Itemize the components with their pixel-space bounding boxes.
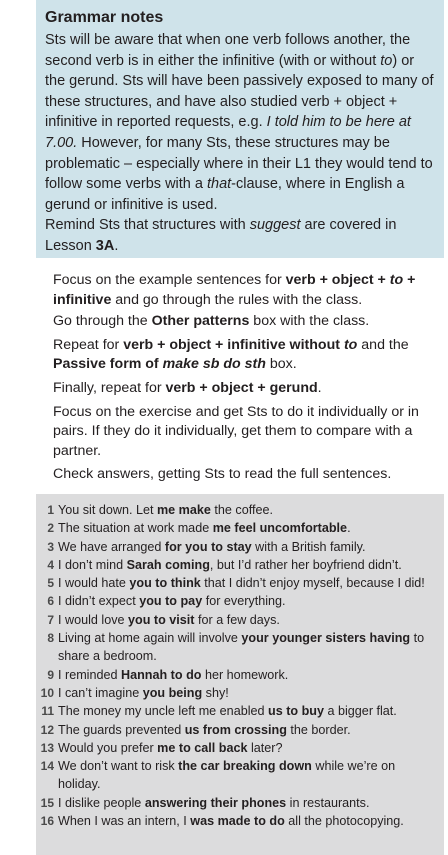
answer-item: 14 We don’t want to risk the car breaking down while we’re on holiday. xyxy=(40,759,396,792)
answer-item: 15 I dislike people answering their phones in restaurants. xyxy=(40,794,440,812)
procedure-paragraph-5: Focus on the exercise and get Sts to do it individually or in pairs. If they do it individually, get them to compare with a partner. xyxy=(53,403,419,459)
answer-item: 8 Living at home again will involve your younger sisters having to share a bedroom. xyxy=(40,629,440,666)
answer-number: 9 xyxy=(47,667,54,682)
answer-number: 2 xyxy=(47,521,54,536)
answer-number: 16 xyxy=(40,814,54,829)
answer-item: 12 The guards prevented us from crossing the border. xyxy=(40,721,440,739)
answer-number: 7 xyxy=(47,612,54,627)
answer-item: 6 I didn’t expect you to pay for everything. xyxy=(40,592,440,610)
answer-item: 3 We have arranged for you to stay with a British family. xyxy=(40,538,440,556)
answer-item: 13 Would you prefer me to call back later? xyxy=(40,739,440,757)
answer-number: 15 xyxy=(40,795,54,810)
answer-number: 12 xyxy=(40,722,54,737)
procedure-paragraph-6: Check answers, getting Sts to read the full sentences. xyxy=(53,466,392,483)
procedure-paragraph-4: Finally, repeat for verb + object + gerund. xyxy=(53,379,322,396)
procedure-paragraph-1: Focus on the example sentences for verb + object + to + infinitive and go through the rules with the class. xyxy=(53,272,416,308)
procedure-paragraph-3: Repeat for verb + object + infinitive without to and the Passive form of make sb do sth box. xyxy=(53,336,409,373)
grammar-notes-box xyxy=(36,0,444,258)
grammar-notes-title: Grammar notes xyxy=(45,9,164,26)
answer-number: 11 xyxy=(41,704,54,719)
answer-number: 6 xyxy=(47,594,54,609)
answer-number: 14 xyxy=(40,759,54,774)
answer-item: 1 You sit down. Let me make the coffee. xyxy=(40,501,440,519)
grammar-notes-paragraph-1: Sts will be aware that when one verb follows another, the second verb is in either the infinitive (with or without to) or the gerund. Sts will have been passively exposed to many of these structures, and have also studied verb + object + infinitive in reported requests, e.g. I told him to be here at 7.00. However, for many Sts, these structures may be problematic – especially where in their L1 they would tend to follow some verbs with a that-clause, where in English a gerund or infinitive is used. xyxy=(45,32,434,213)
answer-item: 2 The situation at work made me feel uncomfortable. xyxy=(40,519,440,537)
answer-number: 8 xyxy=(47,631,54,646)
answer-number: 10 xyxy=(40,685,54,700)
answer-number: 5 xyxy=(47,576,54,591)
answer-item: 10 I can’t imagine you being shy! xyxy=(40,684,440,702)
answer-item: 5 I would hate you to think that I didn’t enjoy myself, because I did! xyxy=(40,574,440,592)
answer-number: 3 xyxy=(47,539,54,554)
procedure-paragraph-2: Go through the Other patterns box with the class. xyxy=(53,313,370,330)
grammar-notes-paragraph-2: Remind Sts that structures with suggest are covered in Lesson 3A. xyxy=(45,217,397,254)
answer-item: 7 I would love you to visit for a few days. xyxy=(40,611,440,629)
answer-number: 1 xyxy=(47,503,54,517)
answer-number: 4 xyxy=(47,557,54,572)
answer-item: 11 The money my uncle left me enabled us to buy a bigger flat. xyxy=(40,702,440,720)
answer-item: 9 I reminded Hannah to do her homework. xyxy=(40,666,440,684)
answer-item: 4 I don’t mind Sarah coming, but I’d rather her boyfriend didn’t. xyxy=(40,556,440,574)
answer-number: 13 xyxy=(40,740,54,755)
procedure-text xyxy=(53,271,445,489)
answer-item: 16 When I was an intern, I was made to do all the photocopying. xyxy=(40,812,440,830)
answer-key-box xyxy=(36,494,444,855)
